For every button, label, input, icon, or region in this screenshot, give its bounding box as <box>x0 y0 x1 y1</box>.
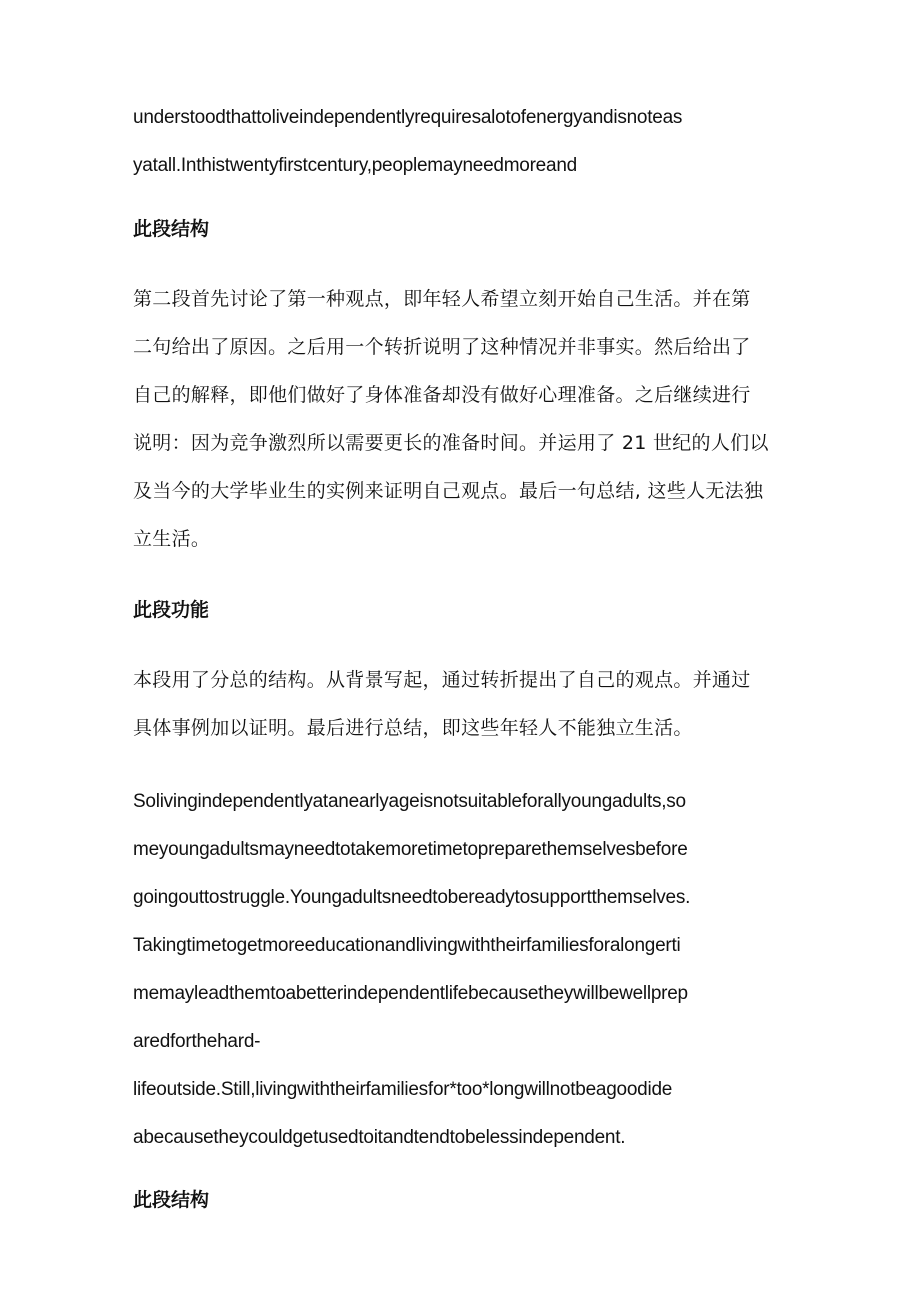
section-heading-structure: 此段结构 <box>133 218 210 240</box>
paragraph-english-1 <box>133 94 795 190</box>
text-line: abecausetheycouldgetusedtoitandtendtobelessindependent. <box>133 1127 626 1148</box>
text-line: goingouttostruggle.Youngadultsneedtobereadytosupportthemselves. <box>133 887 691 908</box>
text-line: memayleadthemtoabetterindependentlifebecausetheywillbewellprep <box>133 983 688 1004</box>
text-line: understoodthattoliveindependentlyrequiresalotofenergyandisnoteas <box>133 107 683 128</box>
text-line: 第二段首先讨论了第一种观点，即年轻人希望立刻开始自己生活。并在第 <box>133 288 751 310</box>
text-line: 说明：因为竞争激烈所以需要更长的准备时间。并运用了 21 世纪的人们以 <box>133 432 769 454</box>
text-line: aredforthehard- <box>133 1031 261 1052</box>
text-line: Takingtimetogetmoreeducationandlivingwiththeirfamiliesforalongerti <box>133 935 681 956</box>
text-line: 二句给出了原因。之后用一个转折说明了这种情况并非事实。然后给出了 <box>133 336 751 358</box>
text-line: 自己的解释，即他们做好了身体准备却没有做好心理准备。之后继续进行 <box>133 384 751 406</box>
text-line: Solivingindependentlyatanearlyageisnotsuitableforallyoungadults,so <box>133 791 686 812</box>
text-line: 具体事例加以证明。最后进行总结，即这些年轻人不能独立生活。 <box>133 717 693 739</box>
text-line: yatall.Inthistwentyfirstcentury,peoplemayneedmoreand <box>133 155 577 176</box>
paragraph-chinese-function <box>133 656 795 752</box>
paragraph-english-2 <box>133 778 795 1162</box>
paragraph-chinese-structure <box>133 275 795 563</box>
text-line: 立生活。 <box>133 528 211 550</box>
text-line: meyoungadultsmayneedtotakemoretimetopreparethemselvesbefore <box>133 839 688 860</box>
text-line: 本段用了分总的结构。从背景写起，通过转折提出了自己的观点。并通过 <box>133 669 751 691</box>
section-heading-function: 此段功能 <box>133 599 210 621</box>
text-line: 及当今的大学毕业生的实例来证明自己观点。最后一句总结, 这些人无法独 <box>133 480 764 502</box>
text-line: lifeoutside.Still,livingwiththeirfamiliesfor*too*longwillnotbeagoodide <box>133 1079 673 1100</box>
section-heading-structure: 此段结构 <box>133 1189 210 1211</box>
